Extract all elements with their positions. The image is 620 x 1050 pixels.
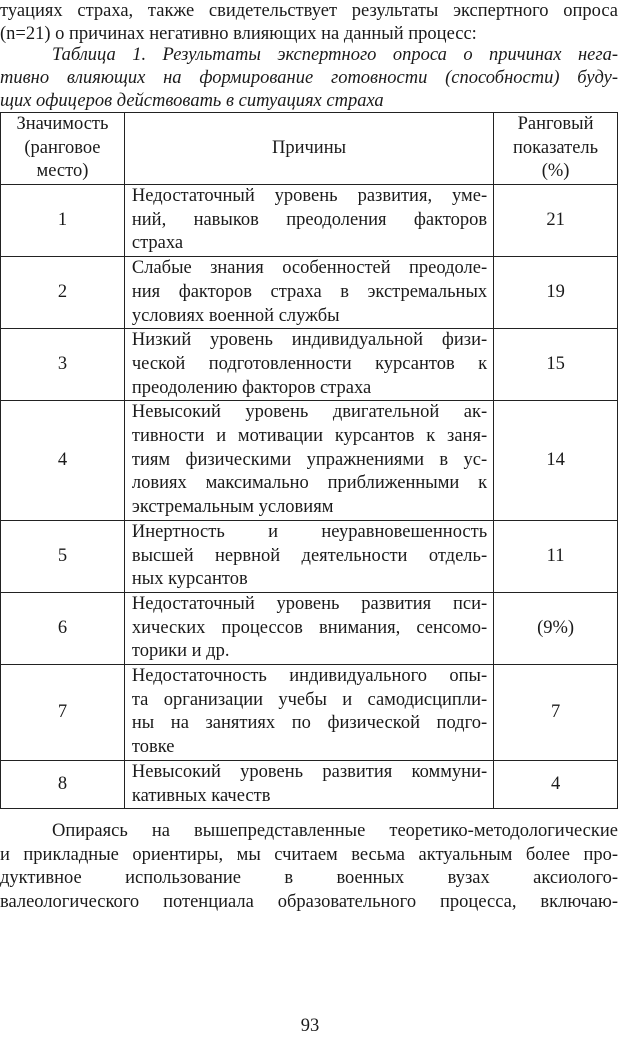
header-rank: Значимость (ранговое место) xyxy=(1,113,125,185)
caption-line: щих офицеров действовать в ситуациях страха xyxy=(0,91,384,111)
reason-line: Слабые знания особенностей преодоле- xyxy=(131,258,488,279)
reason-line: экстремальным условиям xyxy=(131,497,334,518)
reason-line: условиях военной службы xyxy=(131,305,340,326)
table-row xyxy=(1,401,618,521)
cell-score: 4 xyxy=(494,760,618,808)
cell-score: 7 xyxy=(494,665,618,761)
reason-line: ний, навыков преодоления факторов xyxy=(131,209,488,230)
cell-rank: 8 xyxy=(1,760,125,808)
cell-score: 19 xyxy=(494,257,618,329)
cell-reason xyxy=(124,665,493,761)
cell-rank: 5 xyxy=(1,520,125,592)
reason-line: Невысокий уровень развития коммуни- xyxy=(131,761,488,782)
reason-line: товке xyxy=(131,737,175,758)
intro-paragraph xyxy=(0,0,618,45)
cell-rank: 3 xyxy=(1,329,125,401)
table-row xyxy=(1,329,618,401)
cell-score: 11 xyxy=(494,520,618,592)
reason-line: ных курсантов xyxy=(131,569,248,590)
page-number: 93 xyxy=(300,1016,320,1036)
reason-line: Недостаточный уровень развития, уме- xyxy=(131,186,488,206)
cell-rank: 2 xyxy=(1,257,125,329)
reason-line: Невысокий уровень двигательной ак- xyxy=(131,402,488,423)
cell-score: 14 xyxy=(494,401,618,521)
table-row xyxy=(1,520,618,592)
table-caption xyxy=(0,44,618,113)
table-row xyxy=(1,257,618,329)
cell-reason xyxy=(124,329,493,401)
reason-line: Низкий уровень индивидуальной физи- xyxy=(131,330,488,351)
cell-score: 15 xyxy=(494,329,618,401)
reason-line: ны на занятиях по физической подго- xyxy=(131,713,488,734)
table-body xyxy=(1,185,618,809)
reason-line: тиям физическими упражнениями в ус- xyxy=(131,449,488,470)
text-line: Опираясь на вышепредставленные теоретико-методологические xyxy=(52,821,618,841)
reason-line: преодолению факторов страха xyxy=(131,377,372,398)
reason-line: Инертность и неуравновешенность xyxy=(131,521,488,542)
text-line: туациях страха, также свидетельствует результаты экспертного опроса xyxy=(0,1,618,21)
cell-reason xyxy=(124,592,493,664)
reason-line: страха xyxy=(131,233,184,254)
cell-rank: 7 xyxy=(1,665,125,761)
reason-line: Недостаточный уровень развития пси- xyxy=(131,593,488,614)
table-row xyxy=(1,760,618,808)
reason-line: торики и др. xyxy=(131,641,230,662)
reason-line: Недостаточность индивидуального опы- xyxy=(131,666,488,687)
reason-line: ловиях максимально приближенными к xyxy=(131,473,488,494)
text-line: дуктивное использование в военных вузах аксиолого- xyxy=(0,868,618,888)
cell-rank: 4 xyxy=(1,401,125,521)
reason-line: ния факторов страха в экстремальных xyxy=(131,281,488,302)
reason-line: тивности и мотивации курсантов к заня- xyxy=(131,426,488,447)
text-line: и прикладные ориентиры, мы считаем весьма актуальным более про- xyxy=(0,844,618,865)
cell-rank: 1 xyxy=(1,185,125,257)
text-line: (n=21) о причинах негативно влияющих на данный процесс: xyxy=(0,23,477,44)
table-row xyxy=(1,665,618,761)
cell-score: (9%) xyxy=(494,592,618,664)
cell-reason xyxy=(124,760,493,808)
header-reason: Причины xyxy=(124,113,493,185)
caption-line: тивно влияющих на формирование готовности (способности) буду- xyxy=(0,68,618,88)
text-line: валеологического потенциала образовательного процесса, включаю- xyxy=(0,891,618,912)
reason-line: кативных качеств xyxy=(131,785,271,806)
header-score: Ранговый показатель (%) xyxy=(494,113,618,185)
table-header-row xyxy=(1,113,618,185)
results-table xyxy=(0,112,618,809)
reason-line: та организации учебы и самодисципли- xyxy=(131,689,488,710)
table-row xyxy=(1,185,618,257)
table-row xyxy=(1,592,618,664)
cell-reason xyxy=(124,185,493,257)
caption-line: Таблица 1. Результаты экспертного опроса о причинах нега- xyxy=(52,45,618,65)
cell-reason xyxy=(124,520,493,592)
cell-rank: 6 xyxy=(1,592,125,664)
reason-line: ческой подготовленности курсантов к xyxy=(131,353,488,374)
reason-line: хических процессов внимания, сенсомо- xyxy=(131,617,488,638)
reason-line: высшей нервной деятельности отдель- xyxy=(131,545,488,566)
cell-reason xyxy=(124,257,493,329)
cell-reason xyxy=(124,401,493,521)
cell-score: 21 xyxy=(494,185,618,257)
conclusion-paragraph xyxy=(0,820,618,914)
